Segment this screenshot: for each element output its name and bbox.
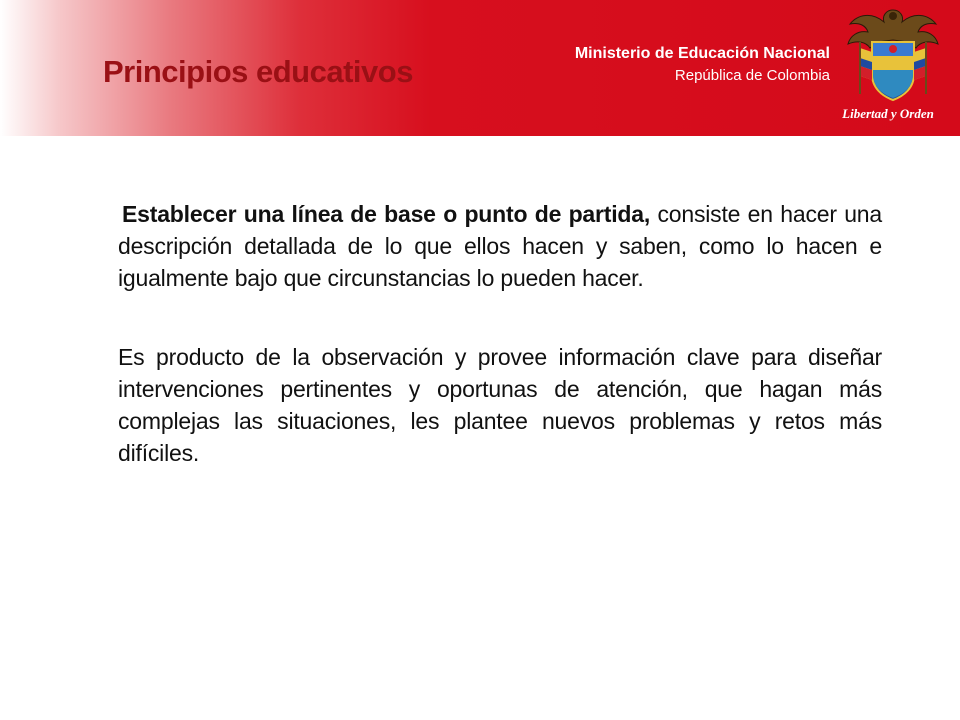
country-name: República de Colombia [674, 67, 830, 84]
header-banner [0, 0, 960, 136]
paragraph-text: consiste en hacer una descripción detallada de lo que ellos hacen y saben, como lo hacen e igualmente bajo que circunstancias lo pueden hacer. [118, 201, 882, 291]
paragraph-observation: Es producto de la observación y provee información clave para diseñar intervenciones pertinentes y oportunas de atención, que hagan más complejas las situaciones, les plantee nuevos problemas y retos más difíciles. [118, 344, 882, 466]
slide-title: Principios educativos [103, 54, 413, 89]
ministry-name: Ministerio de Educación Nacional [574, 45, 830, 62]
ministry-block [575, 43, 830, 87]
paragraph-baseline [118, 198, 882, 294]
paragraph-lead: Establecer una línea de base o punto de partida, [122, 201, 651, 227]
crest-motto: Libertad y Orden [842, 106, 934, 121]
slide-body [118, 198, 882, 469]
